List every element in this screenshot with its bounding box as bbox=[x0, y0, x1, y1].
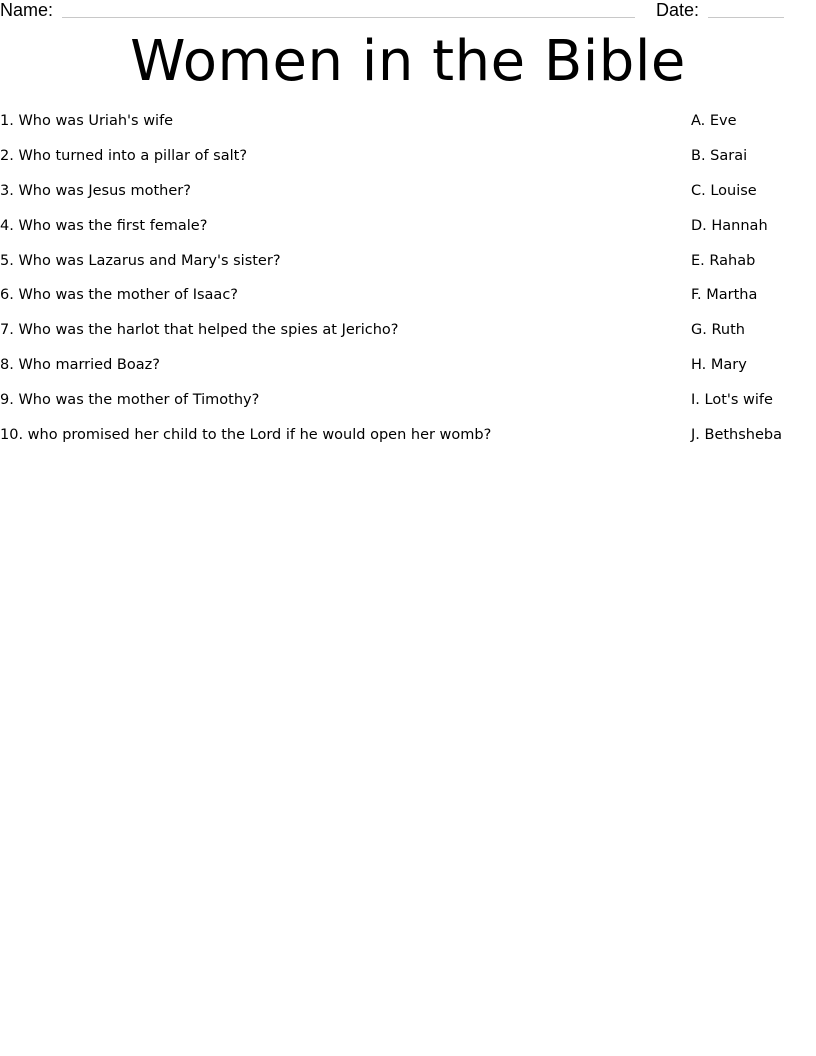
question-item: 4. Who was the first female? bbox=[0, 217, 208, 234]
question-item: 8. Who married Boaz? bbox=[0, 357, 160, 374]
answer-item: F. Martha bbox=[691, 287, 758, 304]
question-item: 10. who promised her child to the Lord if he would open her womb? bbox=[0, 427, 492, 444]
answer-item: H. Mary bbox=[691, 357, 747, 374]
answer-item: G. Ruth bbox=[691, 322, 745, 339]
answer-item: I. Lot's wife bbox=[691, 392, 773, 409]
date-blank-line bbox=[708, 17, 784, 18]
question-item: 7. Who was the harlot that helped the spies at Jericho? bbox=[0, 322, 399, 339]
question-item: 9. Who was the mother of Timothy? bbox=[0, 392, 260, 409]
name-label: Name: bbox=[0, 0, 54, 20]
worksheet-header bbox=[0, 0, 816, 22]
question-item: 1. Who was Uriah's wife bbox=[0, 113, 174, 129]
question-list bbox=[0, 111, 680, 460]
question-item: 3. Who was Jesus mother? bbox=[0, 182, 191, 199]
question-item: 6. Who was the mother of Isaac? bbox=[0, 287, 238, 304]
answer-list bbox=[691, 111, 816, 460]
answer-item: E. Rahab bbox=[691, 252, 756, 269]
answer-item: C. Louise bbox=[691, 182, 757, 199]
answer-item: B. Sarai bbox=[691, 147, 748, 164]
worksheet-title: Women in the Bible bbox=[130, 29, 686, 94]
answer-item: A. Eve bbox=[691, 113, 737, 129]
answer-item: J. Bethsheba bbox=[691, 427, 782, 444]
name-blank-line bbox=[62, 17, 635, 18]
question-item: 2. Who turned into a pillar of salt? bbox=[0, 147, 248, 164]
answer-item: D. Hannah bbox=[691, 217, 768, 234]
question-item: 5. Who was Lazarus and Mary's sister? bbox=[0, 252, 281, 269]
date-label: Date: bbox=[656, 0, 700, 20]
